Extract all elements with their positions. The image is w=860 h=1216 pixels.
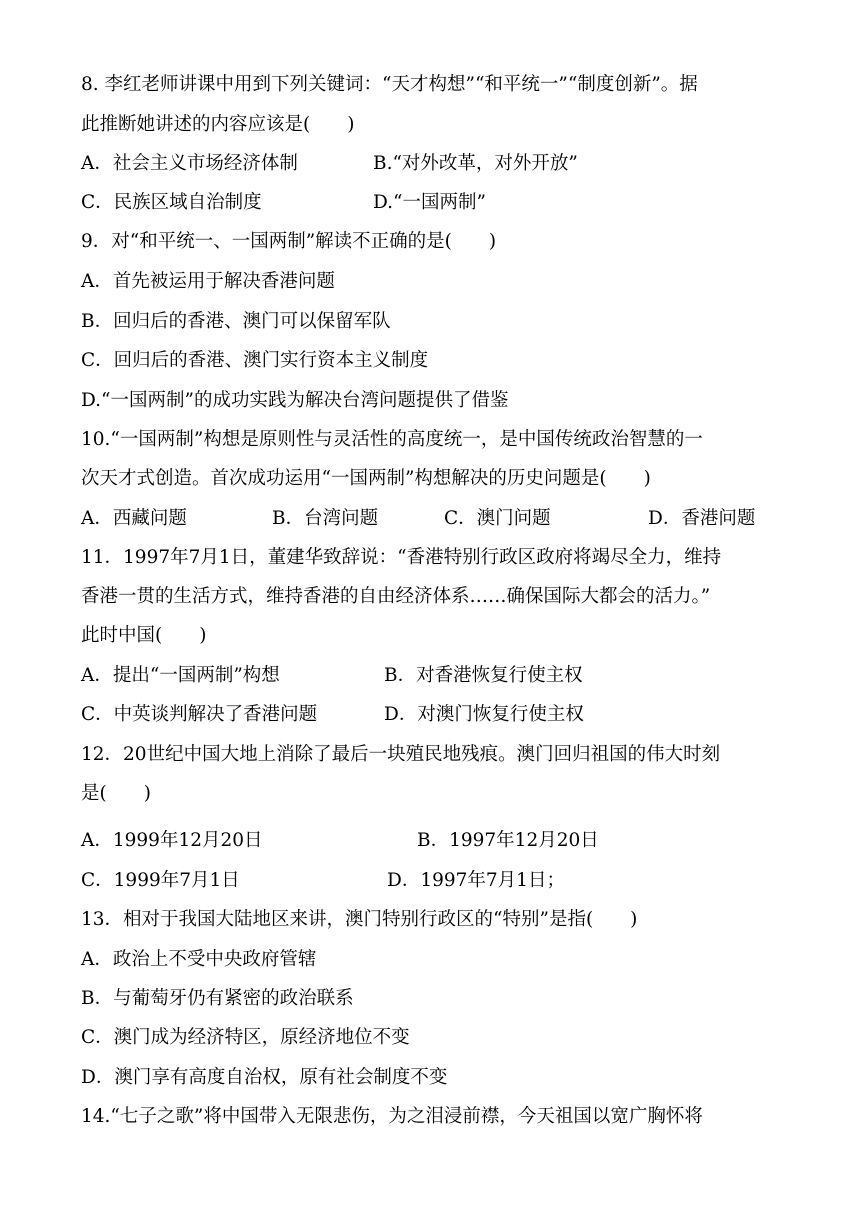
q8-stem-line-1: 8. 李红老师讲课中用到下列关键词：“天才构想”“和平统一”“制度创新”。据 (81, 74, 698, 95)
q11-option-b: B．对香港恢复行使主权 (384, 665, 583, 686)
q10-option-a: A．西藏问题 (81, 508, 187, 529)
q14-stem-line-1: 14.“七子之歌”将中国带入无限悲伤，为之泪浸前襟，今天祖国以宽广胸怀将 (81, 1106, 703, 1127)
q9-option-c: C．回归后的香港、澳门实行资本主义制度 (81, 350, 429, 371)
q9-option-b: B．回归后的香港、澳门可以保留军队 (81, 311, 391, 332)
q8-option-b: B.“对外改革，对外开放” (373, 153, 578, 174)
q9-stem-line-1: 9．对“和平统一、一国两制”解读不正确的是( ) (81, 231, 497, 252)
q11-stem-line-1: 11．1997年7月1日，董建华致辞说：“香港特别行政区政府将竭尽全力，维持 (81, 547, 722, 568)
q8-option-c: C．民族区域自治制度 (81, 192, 262, 213)
q11-option-a: A．提出“一国两制”构想 (81, 665, 280, 686)
q13-option-c: C．澳门成为经济特区，原经济地位不变 (81, 1027, 410, 1048)
q12-option-d: D．1997年7月1日； (387, 870, 565, 891)
q12-stem-line-1: 12．20世纪中国大地上消除了最后一块殖民地残痕。澳门回归祖国的伟大时刻 (81, 744, 721, 765)
q11-stem-line-3: 此时中国( ) (81, 625, 207, 646)
q8-option-d: D.“一国两制” (373, 192, 486, 213)
q10-stem-line-2: 次天才式创造。首次成功运用“一国两制”构想解决的历史问题是( ) (81, 468, 651, 489)
q9-option-a: A．首先被运用于解决香港问题 (81, 271, 335, 292)
q13-option-d: D．澳门享有高度自治权，原有社会制度不变 (81, 1067, 448, 1088)
q12-option-b: B．1997年12月20日 (417, 830, 599, 851)
q9-option-d: D.“一国两制”的成功实践为解决台湾问题提供了借鉴 (81, 390, 509, 411)
q8-option-a: A．社会主义市场经济体制 (81, 153, 298, 174)
q10-option-d: D．香港问题 (648, 508, 756, 529)
q10-option-b: B．台湾问题 (272, 508, 379, 529)
q13-option-a: A．政治上不受中央政府管辖 (81, 949, 317, 970)
q12-option-c: C．1999年7月1日 (81, 870, 240, 891)
q11-option-c: C．中英谈判解决了香港问题 (81, 704, 318, 725)
q11-option-d: D．对澳门恢复行使主权 (384, 704, 584, 725)
q10-option-c: C．澳门问题 (444, 508, 551, 529)
q12-stem-line-2: 是( ) (81, 783, 151, 804)
q12-option-a: A．1999年12月20日 (81, 830, 263, 851)
q8-stem-line-2: 此推断她讲述的内容应该是( ) (81, 114, 355, 135)
q11-stem-line-2: 香港一贯的生活方式，维持香港的自由经济体系……确保国际大都会的活力。” (81, 586, 711, 607)
q10-stem-line-1: 10.“一国两制”构想是原则性与灵活性的高度统一，是中国传统政治智慧的一 (81, 429, 703, 450)
q13-stem-line-1: 13．相对于我国大陆地区来讲，澳门特别行政区的“特别”是指( ) (81, 909, 638, 930)
q13-option-b: B．与葡萄牙仍有紧密的政治联系 (81, 988, 354, 1009)
